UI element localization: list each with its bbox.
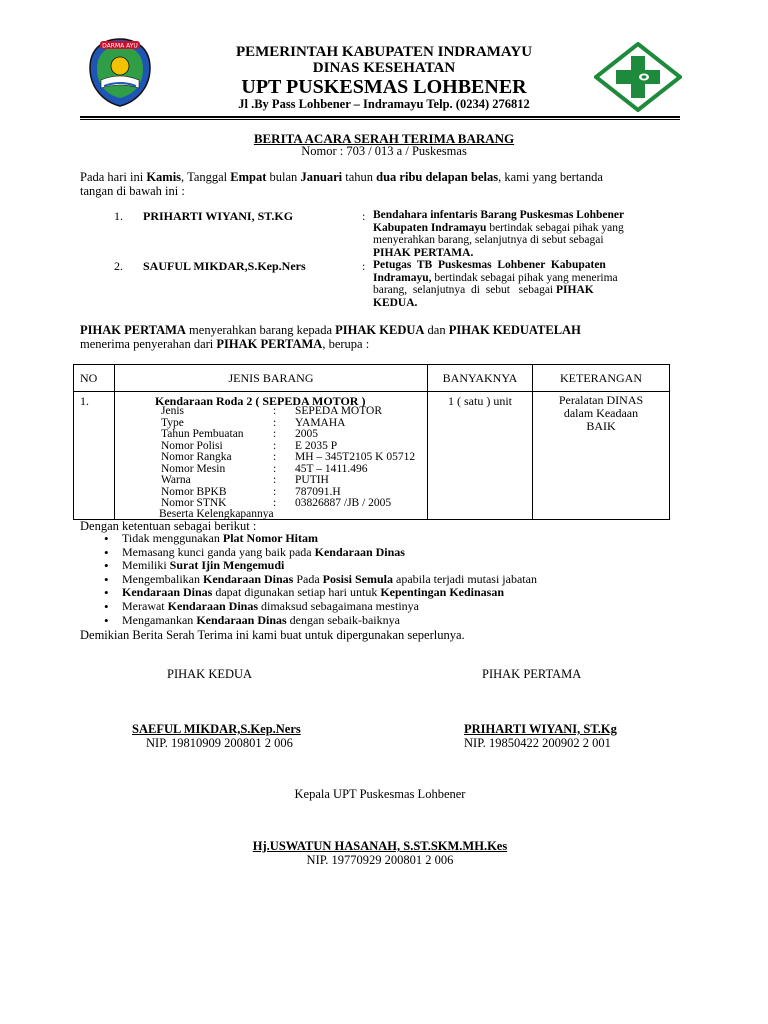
spec-row: Type : YAMAHA (161, 416, 346, 429)
header-department: DINAS KESEHATAN (312, 60, 456, 76)
header-government: PEMERINTAH KABUPATEN INDRAMAYU (235, 44, 533, 60)
header-institution: UPT PUSKESMAS LOHBENER (241, 76, 527, 98)
list-item: • Kendaraan Dinas dapat digunakan setiap hari untuk Kepentingan Kedinasan (104, 586, 537, 600)
table-header-row (74, 365, 670, 392)
header-divider-thin (80, 119, 680, 120)
intro-paragraph: Pada hari ini Kamis, Tanggal Empat bulan Januari tahun dua ribu delapan belas, kami yang bertanda (80, 170, 603, 184)
signature-left-name: SAEFUL MIKDAR,S.Kep.Ners (132, 722, 301, 736)
logo-left-label: DARMA AYU (102, 42, 138, 50)
spec-row: Warna : PUTIH (161, 474, 329, 486)
head-role: Kepala UPT Puskesmas Lohbener (294, 787, 466, 801)
item-spec-list (161, 406, 415, 510)
document-title: BERITA ACARA SERAH TERIMA BARANG (253, 131, 515, 146)
party-1-colon: : (362, 209, 366, 223)
header-item-type: JENIS BARANG (115, 365, 428, 392)
list-item: • Tidak menggunakan Plat Nomor Hitam (104, 532, 537, 546)
spec-row: Tahun Pembuatan : 2005 (161, 428, 318, 440)
signature-right-nip: NIP. 19850422 200902 2 001 (464, 736, 611, 750)
closing-statement: Demikian Berita Serah Terima ini kami buat untuk dipergunakan seperlunya. (80, 628, 465, 642)
item-description (115, 392, 428, 520)
party-2-name: SAUFUL MIKDAR,S.Kep.Ners (143, 259, 306, 273)
head-name: Hj.USWATUN HASANAH, S.ST.SKM.MH.Kes (252, 839, 508, 853)
list-item: • Merawat Kendaraan Dinas dimaksud sebagaimana mestinya (104, 600, 537, 614)
header-quantity: BANYAKNYA (428, 365, 533, 392)
party-1-role: Bendahara infentaris Barang Puskesmas Lohbener Kabupaten Indramayu bertindak sebagai pihak yang menyerahkan barang, selanjutnya di sebut sebagai PIHAK PERTAMA. (373, 209, 625, 259)
list-item: • Memasang kunci ganda yang baik pada Kendaraan Dinas (104, 546, 537, 560)
header-divider (80, 116, 680, 118)
item-title: Kendaraan Roda 2 ( SEPEDA MOTOR ) (155, 394, 366, 408)
signature-left-nip: NIP. 19810909 200801 2 006 (146, 736, 293, 750)
party-1-name: PRIHARTI WIYANI, ST.KG (143, 209, 294, 223)
handover-statement-line2: menerima penyerahan dari PIHAK PERTAMA, berupa : (80, 337, 370, 351)
item-accessories: Beserta Kelengkapannya (159, 508, 274, 520)
handover-statement: PIHAK PERTAMA menyerahkan barang kepada PIHAK KEDUA dan PIHAK KEDUATELAH (80, 323, 581, 337)
item-notes: Peralatan DINAS dalam Keadaan BAIK (533, 392, 670, 520)
party-2-number: 2. (114, 259, 123, 273)
table-row (74, 392, 670, 520)
head-nip: NIP. 19770929 200801 2 006 (306, 853, 454, 867)
signature-right-role: PIHAK PERTAMA (482, 667, 582, 681)
header-address: Jl .By Pass Lohbener – Indramayu Telp. (0234) 276812 (238, 97, 530, 111)
signature-right-name: PRIHARTI WIYANI, ST.Kg (464, 722, 617, 736)
header-no: NO (74, 365, 115, 392)
signature-left-role: PIHAK KEDUA (167, 667, 253, 681)
spec-row: Jenis : SEPEDA MOTOR (161, 405, 383, 417)
party-1-number: 1. (114, 209, 123, 223)
spec-row: Nomor Rangka : MH – 345T2105 K 05712 (161, 451, 416, 463)
party-2-colon: : (362, 259, 366, 273)
conditions-list (104, 532, 537, 627)
conditions-intro: Dengan ketentuan sebagai berikut : (80, 519, 257, 533)
list-item: • Mengamankan Kendaraan Dinas dengan sebaik-baiknya (104, 614, 537, 628)
spec-row: Nomor Polisi : E 2035 P (161, 439, 338, 452)
intro-paragraph-line2: tangan di bawah ini : (80, 184, 185, 198)
list-item: • Memiliki Surat Ijin Mengemudi (104, 559, 537, 573)
list-item: • Mengembalikan Kendaraan Dinas Pada Posisi Semula apabila terjadi mutasi jabatan (104, 573, 537, 587)
item-quantity: 1 ( satu ) unit (428, 392, 533, 520)
items-table (73, 364, 670, 520)
document-number: Nomor : 703 / 013 a / Puskesmas (301, 144, 467, 158)
party-2-role: Petugas TB Puskesmas Lohbener Kabupaten Indramayu, bertindak sebagai pihak yang menerima barang, selanjutnya di sebut sebagai PIHAK KEDUA. (373, 259, 618, 309)
spec-row: Nomor BPKB : 787091.H (161, 485, 341, 498)
spec-row: Nomor STNK : 03826887 /JB / 2005 (161, 497, 392, 509)
header-notes: KETERANGAN (533, 365, 670, 392)
row-number: 1. (74, 392, 115, 520)
spec-row: Nomor Mesin : 45T – 1411.496 (161, 462, 368, 475)
